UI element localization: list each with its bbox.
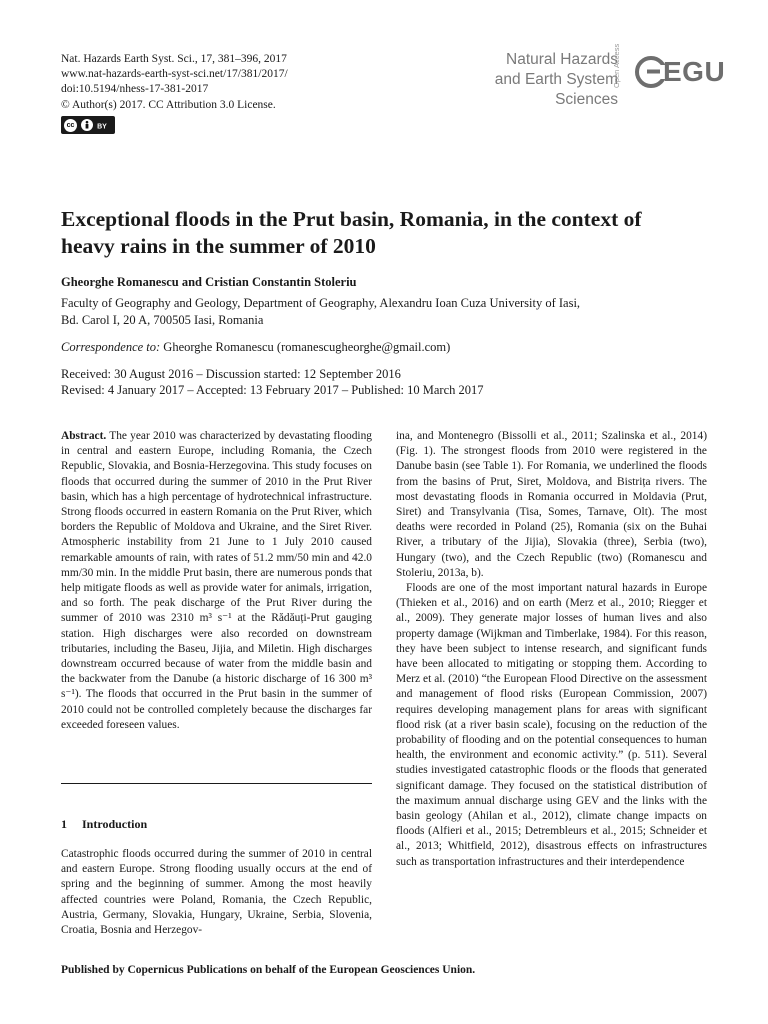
correspondence-label: Correspondence to:: [61, 340, 161, 354]
correspondence-contact[interactable]: Gheorghe Romanescu (romanescugheorghe@gmail.com): [163, 340, 451, 354]
dates-line: Revised: 4 January 2017 – Accepted: 13 February 2017 – Published: 10 March 2017: [61, 383, 484, 397]
section-title: Introduction: [82, 817, 148, 831]
license-line: © Author(s) 2017. CC Attribution 3.0 License.: [61, 98, 276, 111]
journal-name-line: Natural Hazards: [506, 51, 618, 68]
egu-logo-text: EGU: [663, 56, 726, 87]
author-list: Gheorghe Romanescu and Cristian Constantin Stoleriu: [61, 275, 357, 289]
journal-name: [470, 50, 618, 110]
by-attribution-icon: [80, 118, 110, 132]
section-divider: [61, 783, 372, 784]
abstract-text: The year 2010 was characterized by devastating flooding in central and eastern Europe, including Romania, the Czech Republic, Slovakia, and Bosnia-Herzegovina. This study focuses on floods that occurred during the summer of 2010 in the Prut River basin, which has a high percentage of hydrotechnical infrastructure. Strong floods occurred in eastern Romania on the Prut River, which borders the Republic of Moldova and Ukraine, and the Siret River. Atmospheric instability from 21 June to 1 July 2010 caused remarkable amounts of rain, with rates of 51.2 mm/50 min and 42.0 mm/30 min. In the middle Prut basin, there are numerous ponds that help mitigate floods as well as provide water for animals, irrigation, and so forth. The peak discharge of the Prut River during the summer of 2010 was 2310 m³ s⁻¹ at the Rădăuți-Prut gauging station. High discharges were also recorded on downstream tributaries, including the Baseu, Jijia, and Miletin. High discharges downstream occurred because of water from the middle basin and the backwater from the Danube (a historic discharge of 16 300 m³ s⁻¹). The floods that occurred in the Prut basin in the summer of 2010 could not be controlled completely because the discharges far exceeded foreseen values.: [61, 430, 372, 731]
journal-url[interactable]: www.nat-hazards-earth-syst-sci.net/17/381/2017/: [61, 68, 288, 81]
introduction-paragraph: Catastrophic floods occurred during the summer of 2010 in central and eastern Europe. Strong flooding usually occurs at the end of spring and the beginning of summer. Among the most heavily affected countries were Poland, Romania, the Czech Republic, Austria, Germany, Slovakia, Hungary, Ukraine, Serbia, Slovenia, Croatia, Bosnia and Herzegov-: [61, 848, 372, 937]
correspondence: [61, 340, 450, 355]
section-number: 1: [61, 817, 67, 831]
section-heading: [61, 817, 147, 832]
paper-title: Exceptional floods in the Prut basin, Romania, in the context of heavy rains in the summer of 2010: [61, 207, 642, 258]
body-paragraph: ina, and Montenegro (Bissolli et al., 2011; Szalinska et al., 2014) (Fig. 1). The strongest floods from 2010 were registered in the Danube basin (see Table 1). For Romania, we underlined the floods from the basins of Prut, Siret, Moldova, and Bistrița rivers. The most devastating floods in Romania occurred in Moldavia (Prut, Siret) and Transylvania (Tisa, Somes, Tarnave, Olt). The most deaths were recorded in Poland (25), Romania (six on the Buhai River, a tributary of the Jijia), Slovakia (three), Serbia (two), Hungary (two), and the Czech Republic (two) (Romanescu and Stoleriu, 2013a, b).: [396, 430, 707, 579]
cc-by-icon: cc: [64, 119, 77, 132]
affiliation-line: Faculty of Geography and Geology, Department of Geography, Alexandru Ioan Cuza University of Iasi,: [61, 296, 581, 310]
by-label: BY: [97, 123, 107, 131]
doi-line[interactable]: doi:10.5194/nhess-17-381-2017: [61, 83, 209, 96]
journal-name-line: and Earth System: [494, 71, 618, 88]
abstract: [61, 429, 372, 733]
publication-dates: [61, 366, 484, 398]
abstract-label: Abstract.: [61, 430, 107, 442]
body-paragraph: Floods are one of the most important natural hazards in Europe (Thieken et al., 2016) and on earth (Merz et al., 2010; Riegger et al., 2009). They generate major losses of human lives and also property damage (Wijkman and Timberlake, 1984). For this reason, they have been subject to intense research, and significant funds have been allocated to mitigating or stopping them. According to Merz et al. (2010) “the European Flood Directive on the assessment and management of flood risks (European Commission, 2007) requires developing management plans for areas with significant flood risk (at a river basin scale), focusing on the reduction of the probability of flooding and on the potential consequences to human health, the environment and economic activity.” (p. 511). Several studies investigated catastrophic floods or the floods that generated significant damage. They focused on the statistical distribution of the maximum annual discharge using GEV and the links with the basin geology (Ahilan et al., 2012), climate change impacts on floods (Alfieri et al., 2015; Detrembleurs et al., 2015; Schneider et al., 2013; Whitfield, 2012), disastrous effects on infrastructures such as transportation infrastructures and their interdependence: [396, 582, 707, 868]
right-column: [396, 429, 707, 870]
dates-line: Received: 30 August 2016 – Discussion started: 12 September 2016: [61, 367, 401, 381]
cc-license-badge[interactable]: [61, 116, 115, 134]
journal-name-line: Sciences: [555, 91, 618, 108]
open-access-label: Open Access: [612, 43, 621, 88]
affiliation: [61, 295, 580, 329]
affiliation-line: Bd. Carol I, 20 A, 700505 Iasi, Romania: [61, 313, 264, 327]
citation-block: [61, 52, 288, 113]
citation-line: Nat. Hazards Earth Syst. Sci., 17, 381–396, 2017: [61, 53, 287, 65]
publisher-footer: Published by Copernicus Publications on behalf of the European Geosciences Union.: [61, 964, 476, 976]
